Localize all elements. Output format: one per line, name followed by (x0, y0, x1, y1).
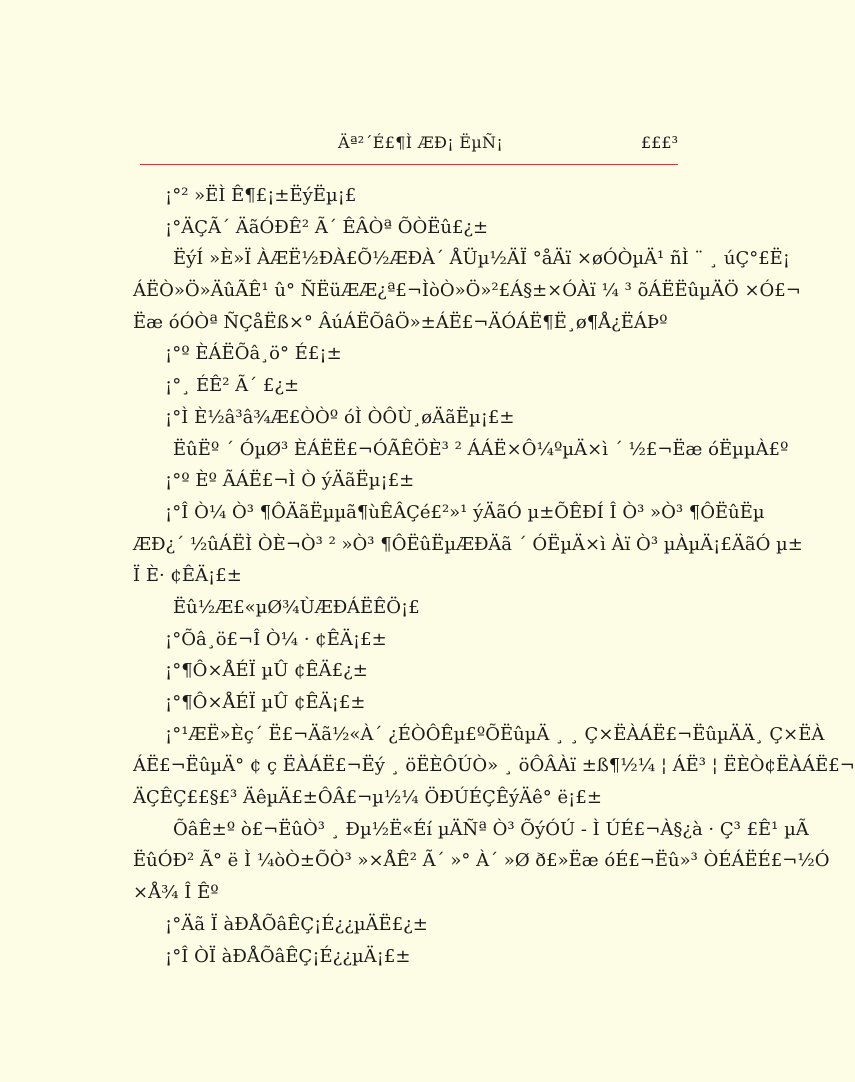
text-line: ¡°º ÈÁËÕâ¸ö° É£¡± (165, 343, 342, 365)
text-line: ÁËÒ»Ö»ÄûÃÊ¹ û° ÑËüÆÆ¿ª£¬ÌòÒ»Ö»²£Á§±×ÓÀï ¼ ³ õÁËËûµÄÖ ×Ó£¬ (133, 280, 801, 302)
text-line: ¡°º Èº ÃÁË£¬Ì Ò ýÄãËµ¡£± (165, 470, 415, 492)
text-line: ¡°Î Ò¼ Ò³ ¶ÔÄãËµµã¶ùÊÂÇé£²»¹ ýÄãÓ µ±ÕÊÐÍ Î Ò³ »Ò³ ¶ÔËûËµ (165, 501, 765, 523)
text-line: ¡°¸ ÉÊ² Ã´ £¿± (165, 375, 300, 397)
text-line: ¡°Õâ¸ö£¬Î Ò¼ · ¢ÊÄ¡£± (165, 628, 387, 650)
text-line: ¡°¶Ô×ÅÉÏ µÛ ¢ÊÄ£¿± (165, 660, 368, 682)
text-line: ¡°¶Ô×ÅÉÏ µÛ ¢ÊÄ¡£± (165, 692, 366, 713)
text-line: ÕâÊ±º ò£¬ËûÒ³ ¸ Ðµ½Ë«Éí µÄÑª Ò³ ÕýÓÚ - Ì ÚÉ£¬À§¿à · Ç³ £Ê¹ µÃ (173, 818, 809, 840)
running-header (140, 133, 678, 161)
text-line: ×Å¾ Î Êº (133, 882, 219, 904)
body-text (133, 180, 855, 972)
text-line: ÆÐ¿´ ½ûÁËÌ ÒÈ¬Ò³ ² »Ò³ ¶ÔËûËµÆÐÄã ´ ÓËµÄ×ì Àï Ò³ µÀµÄ¡£ÄãÓ µ± (133, 533, 803, 555)
text-line: ËûËº ´ ÓµØ³ ÈÁËË£¬ÓÃÊÖÈ³ ² ÁÁË×Ô¼ºµÄ×ì ´ ½£¬Ëæ óËµµÀ£º (173, 438, 789, 460)
page-number: £££³ (641, 133, 678, 152)
text-line: ¡°² »ËÌ Ê¶£¡±ËýËµ¡£ (165, 185, 357, 206)
text-line: ¡°Î ÒÏ àÐÅÕâÊÇ¡É¿¿µÄ¡£± (165, 945, 411, 967)
text-line: Ëû½Æ£«µØ¾ÙÆÐÁËÊÖ¡£ (173, 596, 420, 618)
text-line: ËýÍ »È»Ï ÀÆË½ÐÀ£Õ½ÆÐÀ´ ÅÜµ½ÄÏ °åÄï ×øÓÒµÄ¹ ñÌ ¨ ¸ úÇ°£Ë¡ (173, 248, 791, 270)
text-line: ÁË£¬ËûµÄ° ¢ ç ËÀÁË£¬Ëý ¸ öËÈÔÚÒ» ¸ öÔÂÀï ±ß¶½¼ ¦ ÁË³ ¦ ËÈÒ¢ËÀÁË£¬ (133, 755, 855, 777)
text-line: ÄÇÊÇ££§£³ ÄêµÄ£±ÔÂ£¬µ½¼ ÖÐÚÉÇÊýÄê° ë¡£± (133, 787, 602, 809)
header-title: Äª²´É£¶Ì ÆÐ¡ ËµÑ¡ (338, 133, 504, 152)
text-line: Ëæ óÓÒª ÑÇåËß×° ÂúÁËÕâÖ»±ÁË£¬ÄÓÁË¶Ë¸ø¶Å¿ËÁÞº (133, 311, 668, 333)
text-line: Ï È· ¢ÊÄ¡£± (133, 565, 242, 587)
text-line: ¡°¹ÆË»Èç´ Ë£¬Äã½«À´ ¿ÉÒÔÊµ£ºÕËûµÄ ¸ ¸ Ç×ËÀÁË£¬ËûµÄÄ¸ Ç×ËÀ (165, 723, 825, 745)
text-line: ¡°Ì È½â³â¾Æ£ÒÒº óÌ ÒÔÙ¸øÄãËµ¡£± (165, 406, 515, 428)
header-rule (140, 164, 678, 165)
text-line: ¡°ÄÇÃ´ ÄãÓÐÊ² Ã´ ÊÂÒª ÕÒËû£¿± (165, 216, 489, 238)
text-line: ËûÓÐ² Ã° ë Ì ¼òÒ±ÕÒ³ »×ÅÊ² Ã´ »° À´ »Ø ð£»Ëæ óÉ£¬Ëû»³ ÒÉÁËÉ£¬½Ó (133, 850, 830, 872)
text-line: ¡°Äã Ï àÐÅÕâÊÇ¡É¿¿µÄË£¿± (165, 913, 428, 935)
